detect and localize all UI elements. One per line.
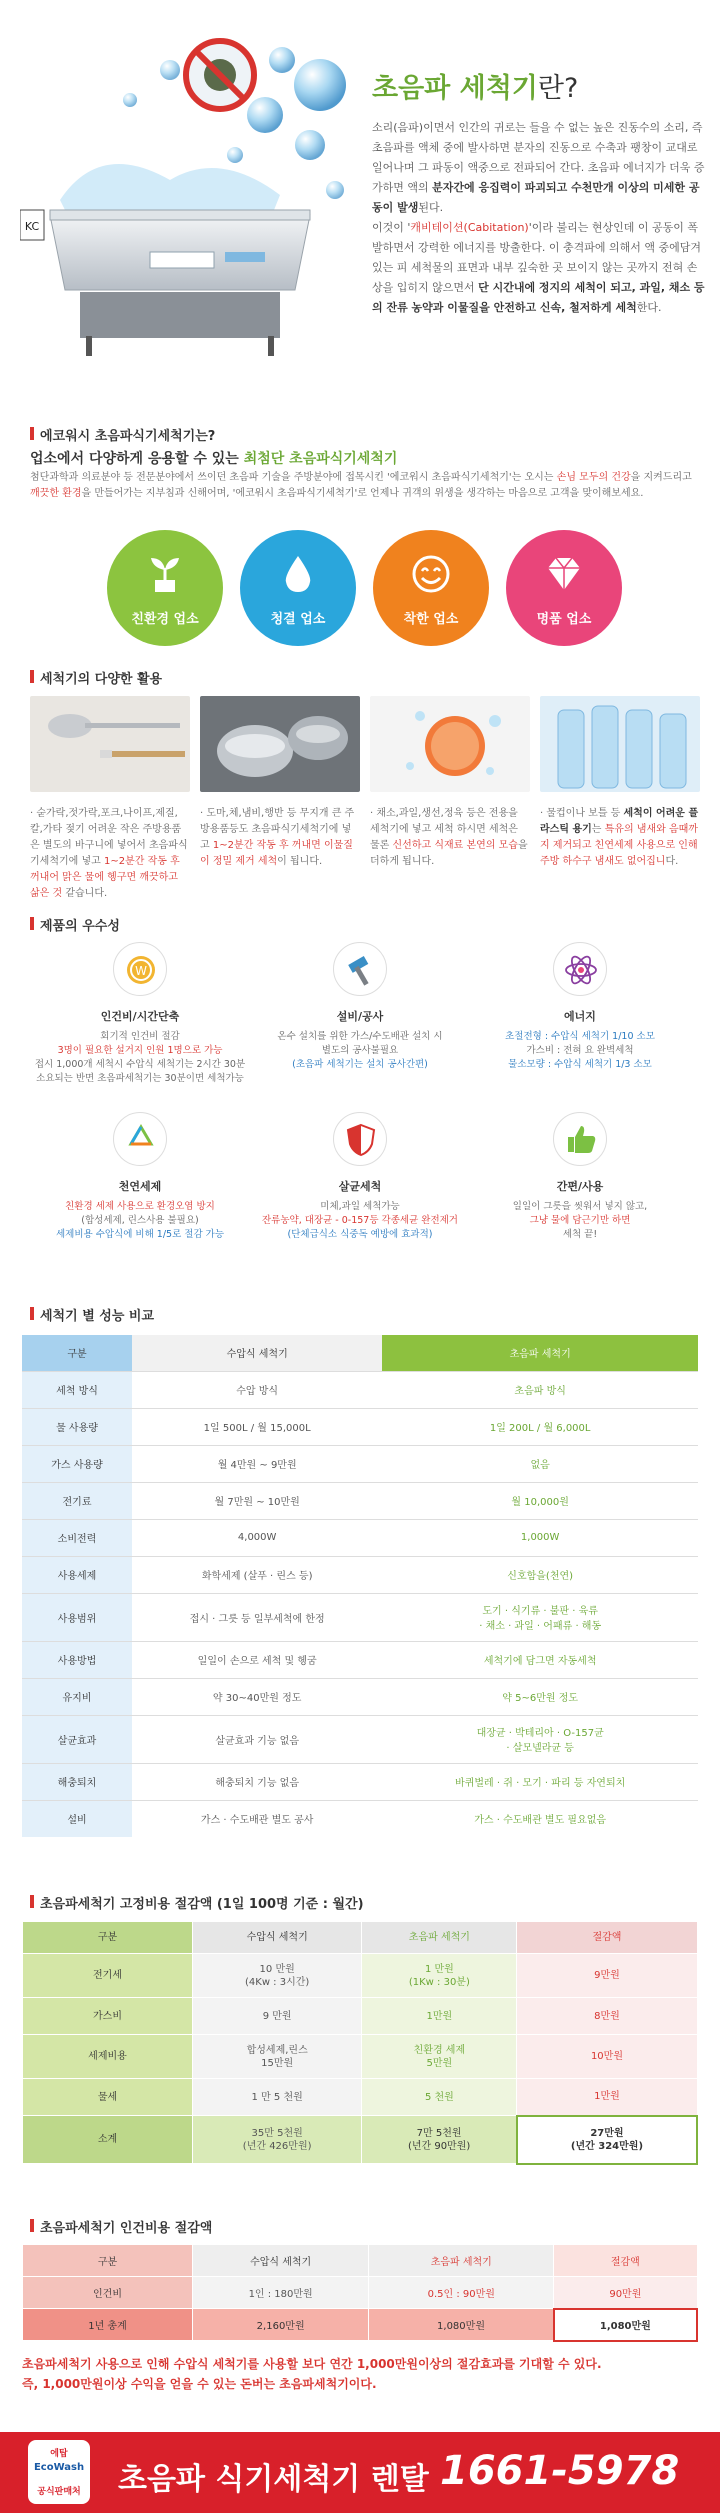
badge-bottom: 공식판매처 [37,2487,81,2497]
compare-row [22,1800,698,1837]
cutlery-image [30,696,190,792]
labor-cell: 인건비 [23,2277,193,2309]
cost-subtotal-cell: 27만원 (년간 324만원) [517,2116,697,2164]
footer-text: 초음파 식기세척기 렌탈 [118,2462,429,2497]
hero-title-rest: 란? [537,73,579,104]
compare-cell: 소비전력 [22,1519,132,1556]
use-text-post: 다. [665,856,679,867]
use-text-dark: 세척이 어려운 플라스틱 용기 [540,808,699,835]
feature-desc-line: 물소모량 : 수압식 세척기 1/3 소모 [508,1059,652,1070]
excellence-grid [30,942,690,1262]
circle-good [373,530,489,646]
labor-header-row [23,2245,698,2277]
savings-note-line: 초음파세척기 사용으로 인해 수압식 세척기를 사용할 보다 연간 1,000만원이상의 절감효과를 기대할 수 있다. [22,2357,602,2371]
compare-cell: 사용세제 [22,1556,132,1593]
feature-desc-line: (초음파 세척기는 설치 공사간편) [292,1059,428,1070]
compare-cell: 화학세제 (살푸 · 린스 등) [132,1556,382,1593]
use-text [370,806,530,870]
use-text [30,806,190,902]
cost-header-cell: 초음파 세척기 [362,1922,517,1954]
feature-title: 인건비/시간단축 [100,1010,180,1023]
cost-header-row [23,1922,698,1954]
atom-icon [553,942,607,996]
business-type-circles [0,530,720,650]
compare-cell: 물 사용량 [22,1408,132,1445]
feature-easy-use [470,1112,690,1242]
compare-row [22,1445,698,1482]
para1-text: 소리(음파)이면서 인간의 귀로는 들을 수 없는 높은 진동수의 소리, 즉 초음파를 액체 중에 발사하면 분자의 진동으로 수축과 팽창이 교대로 일어나며 그 파동이 액중으로 전파되어 간다. 초음파 에너지가 더욱 증가하면 액의 [372,121,705,194]
circle-label: 청결 업소 [270,612,326,627]
labor-row [23,2277,698,2309]
para2-mid: '이라 불리는 현상인데 이 공동이 폭발하면서 강력한 에너지를 방출한다. 이 충격파에 의해서 액 중에담겨있는 피 세척물의 표면과 내부 깊숙한 곳 보이지 않는 곳까지 전혀 손상을 입히지 않으면서 [372,221,701,294]
feature-desc [250,1030,470,1072]
hero-title [372,66,578,105]
feature-desc [470,1030,690,1072]
feature-desc-line: 별도의 공사불필요 [321,1045,399,1056]
labor-cell: 90만원 [554,2277,697,2309]
cost-row [23,2079,698,2116]
use-item-bottles [540,696,700,870]
compare-row [22,1715,698,1763]
cost-cell: 합성세제,린스 15만원 [193,2035,362,2079]
para2-red: 캐비테이션(Cabitation) [410,221,529,234]
cost-cell: 1 만 5 천원 [193,2079,362,2116]
hero-paragraph-1 [372,118,707,218]
excellence-heading: 제품의 우수성 [30,915,120,934]
thumbs-up-icon [553,1112,607,1166]
cost-heading: 초음파세척기 고정비용 절감액 (1일 100명 기준 : 월간) [30,1893,364,1912]
labor-total-cell: 2,160만원 [193,2309,369,2341]
compare-cell: 세척기에 담그면 자동세척 [382,1641,698,1678]
intro-sub-start: 업소에서 다양하게 응용할 수 있는 [30,451,244,467]
use-text-pre: · 물컵이나 보틀 등 [540,808,624,819]
cost-row [23,1998,698,2035]
compare-cell: 바퀴벌레 · 쥐 · 모기 · 파리 등 자연퇴치 [382,1763,698,1800]
compare-cell: 일일이 손으로 세척 및 헹굼 [132,1641,382,1678]
feature-desc-line: (단체급식소 식중독 예방에 효과적) [287,1229,433,1240]
hero-description [372,118,707,318]
use-text-red: 신선하고 식재료 본연의 모습 [392,840,518,851]
use-text-pre: · 도마,체,냄비,행반 등 무지개 큰 주방용품등도 초음파식기세척기에 넣고 [200,808,355,851]
feature-natural-detergent [30,1112,250,1242]
compare-cell: 접시 · 그릇 등 일부세척에 한정 [132,1593,382,1641]
feature-title: 살균세척 [338,1180,382,1193]
cost-cell: 1 만원 (1Kw : 30분) [362,1954,517,1998]
cost-subtotal-cell: 7만 5천원 (년간 90만원) [362,2116,517,2164]
cost-cell: 9 만원 [193,1998,362,2035]
feature-title: 에너지 [564,1010,596,1023]
rental-footer-banner[interactable] [0,2432,720,2513]
cost-cell: 1만원 [517,2079,697,2116]
compare-header-cell: 초음파 세척기 [382,1335,698,1371]
compare-row [22,1556,698,1593]
compare-cell: 전기료 [22,1482,132,1519]
circle-label: 명품 업소 [536,612,592,627]
labor-table [22,2244,698,2342]
feature-desc-line: 가스비 : 전혀 요 완벽세척 [526,1045,634,1056]
compare-cell: 신호함을(천연) [382,1556,698,1593]
uses-section [30,696,700,899]
pots-image [200,696,360,792]
feature-title: 간편/사용 [556,1180,604,1193]
compare-cell: 사용방법 [22,1641,132,1678]
compare-cell: 약 30~40만원 정도 [132,1678,382,1715]
feature-desc-line: 세제비용 수압식에 비해 1/5로 절감 가능 [55,1229,225,1240]
cost-table [22,1921,698,2165]
official-dealer-badge [28,2440,90,2504]
badge-brand: EcoWash [33,2462,85,2473]
shield-icon [333,1112,387,1166]
feature-desc-line: 친환경 세제 사용으로 환경오염 방지 [65,1201,215,1212]
feature-desc [250,1200,470,1242]
use-text-red: 1~2분간 작동 후 꺼내면 이물질이 정밀 제거 세척 [200,840,353,867]
feature-title: 설비/공사 [336,1010,384,1023]
use-item-fruit [370,696,530,870]
feature-desc [30,1030,250,1086]
feature-desc-line: 잔류농약, 대장균 - 0-157등 각종세균 완전제거 [262,1215,458,1226]
compare-cell: 월 10,000원 [382,1482,698,1519]
intro-sub-green: 최첨단 초음파식기세척기 [243,451,398,467]
labor-header-cell: 구분 [23,2245,193,2277]
compare-body [22,1371,698,1837]
use-text-post: 을 더하게 됩니다. [370,840,528,867]
feature-desc-line: (합성세제, 린스사용 불필요) [81,1215,199,1226]
labor-header-cell: 절감액 [554,2245,697,2277]
compare-cell: 사용범위 [22,1593,132,1641]
water-drop-icon [278,554,318,594]
compare-cell: 수압 방식 [132,1371,382,1408]
recycle-icon [113,1112,167,1166]
compare-cell: 가스 · 수도배관 별도 공사 [200,1815,314,1827]
compare-cell: 살균효과 기능 없음 [132,1715,382,1763]
intro-subtitle [30,448,397,468]
feature-desc-line: 일일이 그릇을 씻워서 넣지 않고, [512,1201,648,1212]
compare-header-cell: 구분 [22,1335,132,1371]
hero-paragraph-2 [372,218,707,318]
cost-row [23,1954,698,1998]
feature-labor [30,942,250,1086]
compare-cell: 없음 [382,1445,698,1482]
circle-clean [240,530,356,646]
cost-cell: 8만원 [517,1998,697,2035]
compare-row [22,1763,698,1800]
feature-desc-line: 회기적 인건비 절감 [100,1031,180,1042]
cost-cell: 세제비용 [23,2035,193,2079]
compare-cell: 4,000W [132,1519,382,1556]
compare-cell: 살균효과 [22,1715,132,1763]
labor-cell: 1인 : 180만원 [193,2277,369,2309]
cost-header-cell: 절감액 [517,1922,697,1954]
compare-cell: 설비 [22,1800,132,1837]
feature-sterilize [250,1112,470,1242]
cost-cell: 물세 [23,2079,193,2116]
circle-eco [107,530,223,646]
labor-heading: 초음파세척기 인건비용 절감액 [30,2217,212,2236]
feature-desc-line: 온수 설치를 위한 가스/수도배관 설치 시 [277,1031,443,1042]
para1-end: 된다. [418,201,444,214]
plant-icon [145,554,185,594]
use-text-red: 1~2분간 작동 후 꺼내어 맑은 물에 헹구면 깨끗하고 삶은 것 [30,856,180,899]
compare-table [22,1335,698,1837]
savings-note-line: 즉, 1,000만원이상 수익을 얻을 수 있는 돈버는 초음파세척기이다. [22,2377,377,2391]
compare-heading: 세척기 별 성능 비교 [30,1305,154,1324]
compare-cell: 1일 500L / 월 15,000L [132,1408,382,1445]
labor-total-cell: 1,080만원 [554,2309,697,2341]
cost-cell: 10만원 [517,2035,697,2079]
labor-header-cell: 초음파 세척기 [369,2245,554,2277]
compare-cell: 1일 200L / 월 6,000L [382,1408,698,1445]
badge-top: 에탑 [50,2449,68,2459]
uses-heading: 세척기의 다양한 활용 [30,668,162,687]
cost-cell: 친환경 세제 5만원 [362,2035,517,2079]
kc-mark: KC [24,220,40,233]
cost-subtotal-cell: 소계 [23,2116,193,2164]
compare-cell: 가스 사용량 [22,1445,132,1482]
use-text [200,806,360,870]
feature-desc-line: 미체,과일 세척가능 [320,1201,400,1212]
circle-label: 친환경 업소 [131,612,199,627]
compare-cell: 월 7만원 ~ 10만원 [132,1482,382,1519]
cost-header-cell: 구분 [23,1922,193,1954]
intro-desc-red1: 손님 모두의 건강 [556,472,631,483]
compare-cell: 약 5~6만원 정도 [382,1678,698,1715]
feature-energy [470,942,690,1072]
compare-row [22,1593,698,1641]
use-item-cutlery [30,696,190,902]
intro-desc-red2: 깨끗한 환경 [30,488,82,499]
use-text-post: 이 됩니다. [277,856,323,867]
labor-total-row [23,2309,698,2341]
compare-cell: 초음파 방식 [382,1371,698,1408]
cost-cell: 9만원 [517,1954,697,1998]
para2-end: 한다. [636,301,662,314]
compare-header-cell: 수압식 세척기 [132,1335,382,1371]
compare-cell: 유지비 [22,1678,132,1715]
use-text-pre: · 숟가락,젓가락,포크,나이프,제질,칼,가타 젖기 어려운 작은 주방용품은 별도의 바구니에 넣어서 초음파식기세척기에 넣고 [30,808,188,867]
feature-desc-line: 그냥 물에 담근기만 하면 [529,1215,631,1226]
para2-bold: 단 시간내에 정지의 세척이 되고, 과일, 채소 등의 잔류 농약과 이물질을 안전하고 신속, 철저하게 세척 [372,281,705,314]
compare-cell: 1,000W [382,1519,698,1556]
savings-note [22,2354,602,2394]
feature-desc-line: 3명이 필요한 설거지 인원 1명으로 가능 [57,1045,223,1056]
cost-cell: 전기세 [23,1954,193,1998]
compare-cell: 월 4만원 ~ 9만원 [132,1445,382,1482]
compare-cell: 도기 · 식기류 · 불판 · 육류 · 채소 · 과일 · 어패류 · 해동 [382,1593,698,1641]
circle-premium [506,530,622,646]
labor-total-cell: 1년 총계 [23,2309,193,2341]
para1-bold: 분자간에 응집력이 파괴되고 수천만개 이상의 미세한 공동이 발생 [372,181,700,214]
compare-cell: 세척 방식 [22,1371,132,1408]
compare-header-row [22,1335,698,1371]
footer-phone-number[interactable]: 1661-5978 [440,2448,680,2494]
use-text [540,806,700,870]
intro-heading: 에코워시 초음파식기세척기는? [30,425,215,444]
use-text-post: 같습니다. [62,888,108,899]
para2-start: 이것이 ' [372,221,411,234]
compare-row [22,1678,698,1715]
cost-header-cell: 수압식 세척기 [193,1922,362,1954]
svg-text:W: W [135,964,147,978]
circle-label: 착한 업소 [403,612,459,627]
cost-subtotal-row [23,2116,698,2164]
use-text-mid: 는 [591,824,605,835]
cost-row [23,2035,698,2079]
intro-desc-mid: 을 지켜드리고 [630,472,692,483]
compare-cell: 가스 · 수도배관 별도 필요없음 [474,1815,607,1827]
labor-cell: 0.5인 : 90만원 [369,2277,554,2309]
bottles-image [540,696,700,792]
intro-desc-end: 을 만들어가는 지부침과 신해어며, '에코워시 초음파식기세척기'로 언제나 귀객의 위생을 생각하는 마음으로 고객을 맞이해보세요. [81,488,644,499]
smile-icon [411,554,451,594]
feature-desc-line: 접시 1,000개 세척시 수압식 세척기는 2시간 30분 소요되는 반면 초음파세척기는 30분이면 세척가능 [34,1059,246,1084]
hero-section [0,0,720,420]
feature-title: 천연세제 [118,1180,162,1193]
cost-subtotal-cell: 35만 5천원 (년간 426만원) [193,2116,362,2164]
compare-row [22,1641,698,1678]
compare-cell: 해충퇴치 [22,1763,132,1800]
coin-icon [113,942,167,996]
use-text-pre: · 채소,과일,생선,정육 등은 전용을 세척기에 넣고 세척 하시면 세척은 물론 [370,808,518,851]
intro-description [30,470,695,502]
feature-desc [30,1200,250,1242]
feature-desc-line: 세척 끝! [562,1229,598,1240]
compare-cell: 대장균 · 박테리아 · O-157균 · 살모넬라균 등 [382,1715,698,1763]
compare-row [22,1408,698,1445]
labor-header-cell: 수압식 세척기 [193,2245,369,2277]
feature-desc [470,1200,690,1242]
hero-title-green: 초음파 세척기 [372,73,538,104]
compare-row [22,1482,698,1519]
ultrasonic-washer-illustration [20,30,350,370]
labor-body [23,2277,698,2341]
feature-facility [250,942,470,1072]
cost-body [23,1954,698,2164]
use-text-red: 특유의 냄새와 음때까지 제거되고 친연세제 사용으로 인해 주방 하수구 냄새도 없어집니 [540,824,698,867]
cost-cell: 5 천원 [362,2079,517,2116]
cost-cell: 가스비 [23,1998,193,2035]
intro-desc-start: 첨단과학과 의료분야 등 전문분야에서 쓰이던 초음파 기술을 주방분야에 접목시킨 '에코워시 초음파식기세척기'는 오시는 [30,472,557,483]
fruit-image [370,696,530,792]
compare-row [22,1371,698,1408]
cost-cell: 1만원 [362,1998,517,2035]
use-item-pots [200,696,360,870]
hammer-icon [333,942,387,996]
labor-total-cell: 1,080만원 [369,2309,554,2341]
compare-cell: 해충퇴치 기능 없음 [132,1763,382,1800]
feature-desc-line: 초절전형 : 수압식 세척기 1/10 소모 [505,1031,655,1042]
compare-row [22,1519,698,1556]
diamond-icon [544,554,584,594]
cost-cell: 10 만원 (4Kw : 3시간) [193,1954,362,1998]
